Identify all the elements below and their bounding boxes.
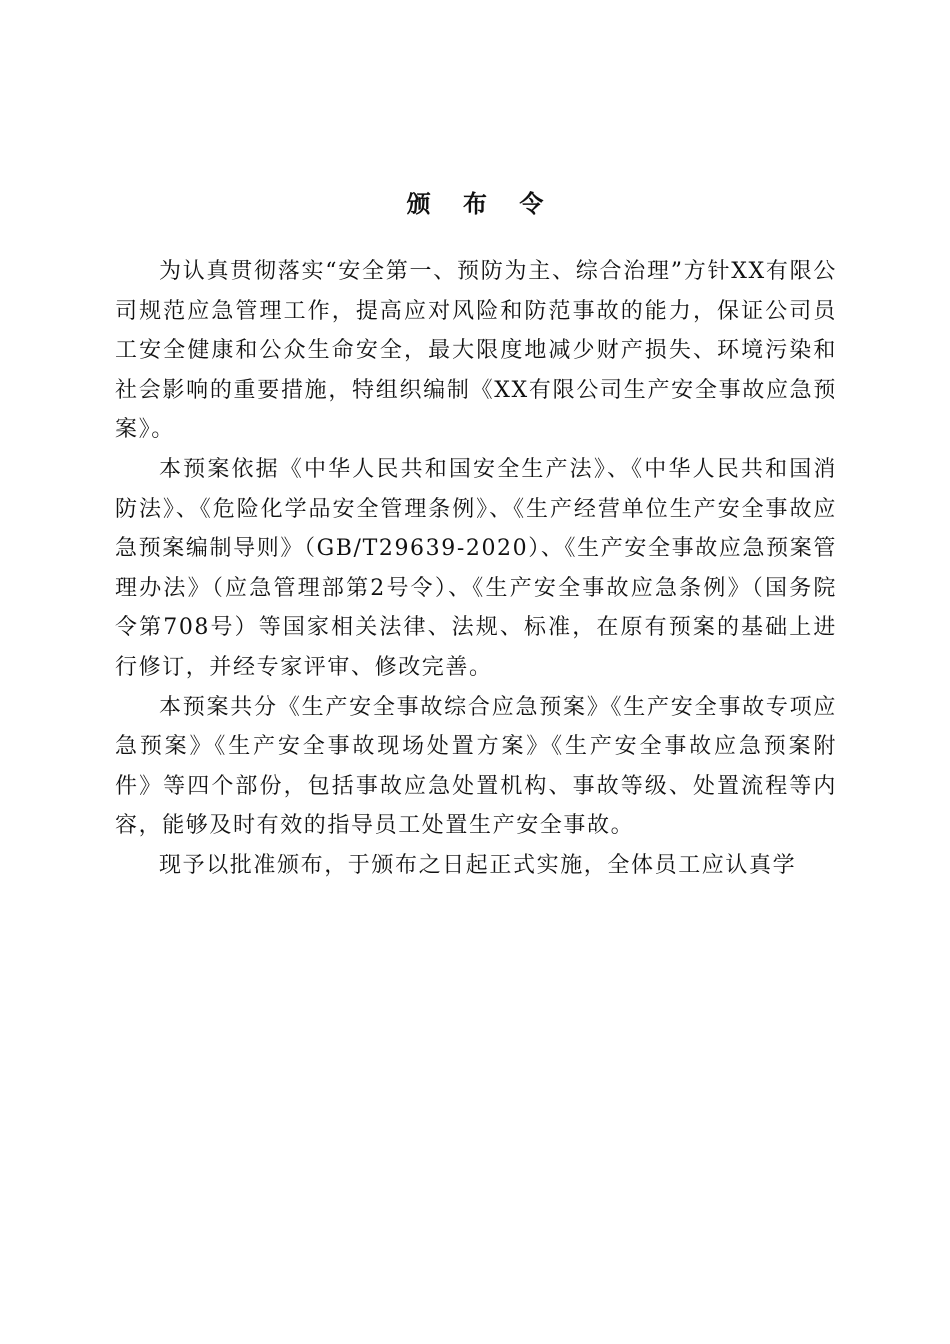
- paragraph-structure: 本预案共分《生产安全事故综合应急预案》《生产安全事故专项应急预案》《生产安全事故现场处置方案》《生产安全事故应急预案附件》等四个部份，包括事故应急处置机构、事故等级、处置流程等内容，能够及时有效的指导员工处置生产安全事故。: [115, 694, 837, 839]
- page-title: 颁 布 令: [406, 189, 556, 218]
- paragraph-basis: 本预案依据《中华人民共和国安全生产法》、《中华人民共和国消防法》、《危险化学品安全管理条例》、《生产经营单位生产安全事故应急预案编制导则》（GB/T29639-2020）、《生产安全事故应急预案管理办法》（应急管理部第2号令）、《生产安全事故应急条例》（国务院令第708号）等国家相关法律、法规、标准，在原有预案的基础上进行修订，并经专家评审、修改完善。: [115, 456, 837, 680]
- paragraph-approval: 现予以批准颁布，于颁布之日起正式实施，全体员工应认真学: [159, 852, 797, 878]
- document-body: [115, 252, 837, 886]
- paragraph-purpose: 为认真贯彻落实“安全第一、预防为主、综合治理”方针XX有限公司规范应急管理工作，提高应对风险和防范事故的能力，保证公司员工安全健康和公众生命安全，最大限度地减少财产损失、环境污染和社会影响的重要措施，特组织编制《XX有限公司生产安全事故应急预案》。: [115, 259, 837, 443]
